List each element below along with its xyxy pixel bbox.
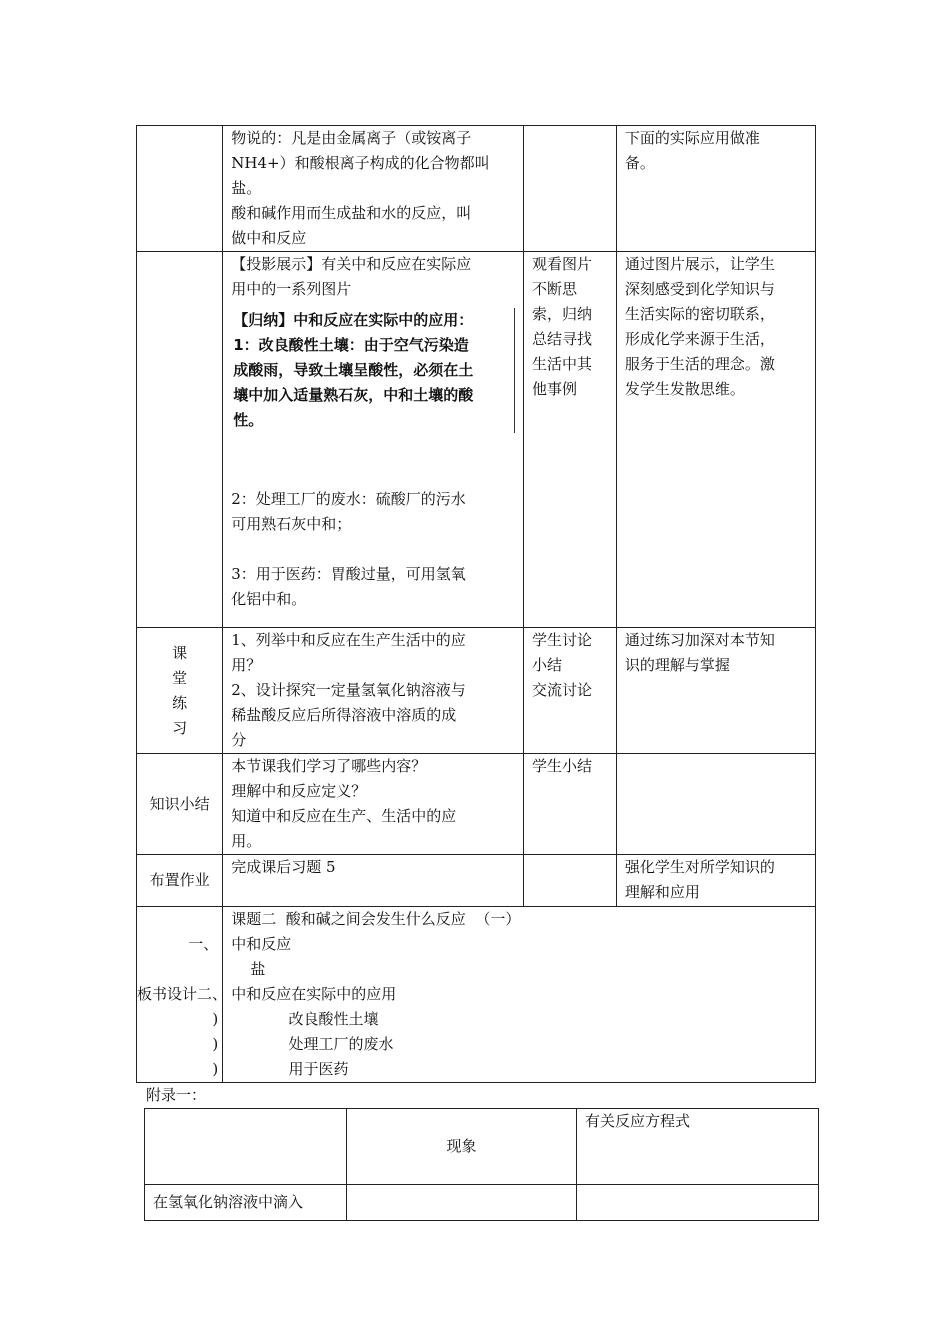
table-header-cell <box>145 1109 347 1185</box>
student-activity-cell <box>524 855 617 907</box>
table-row <box>137 252 816 628</box>
table-row <box>137 855 816 907</box>
table-row <box>145 1109 819 1185</box>
content-cell: 1、列举中和反应在生产生活中的应 用？ 2、设计探究一定量氢氧化钠溶液与 稀盐酸反应后所得溶液中溶质的成 分 <box>223 628 524 754</box>
design-intent-cell: 下面的实际应用做准 备。 <box>616 126 815 252</box>
content-cell: 完成课后习题 5 <box>223 855 524 907</box>
table-row <box>137 126 816 252</box>
design-intent-cell <box>616 754 815 855</box>
summary-box: 【归纳】中和反应在实际中的应用： 1：改良酸性土壤：由于空气污染造 成酸雨，导致土壤呈酸性，必须在土 壤中加入适量熟石灰，中和土壤的酸 性。 <box>231 308 515 433</box>
content-cell: 本节课我们学习了哪些内容？ 理解中和反应定义？ 知道中和反应在生产、生活中的应 用。 <box>223 754 524 855</box>
table-cell <box>577 1185 819 1221</box>
content-cell: 【投影展示】有关中和反应在实际应 用中的一系列图片 【归纳】中和反应在实际中的应用： 1：改良酸性土壤：由于空气污染造 成酸雨，导致土壤呈酸性，必须在土 壤中加入适量熟石灰，中和土壤的酸 性。 2：处理工厂的废水：硫酸厂的污水 可用熟石灰中和； 3：用于医药：胃酸过量，可用氢氧 化铝中和。 <box>223 252 524 628</box>
section-cell <box>137 252 223 628</box>
table-header-cell: 有关反应方程式 <box>577 1109 819 1185</box>
design-intent-cell: 强化学生对所学知识的 理解和应用 <box>616 855 815 907</box>
appendix-title: 附录一： <box>146 1086 207 1104</box>
student-activity-cell: 学生小结 <box>524 754 617 855</box>
section-label-homework: 布置作业 <box>137 855 223 907</box>
section-cell <box>137 126 223 252</box>
board-design-label: 一、 板书设计二、 ) ) ) <box>137 907 223 1083</box>
design-intent-cell: 通过练习加深对本节知 识的理解与掌握 <box>616 628 815 754</box>
board-design-row <box>137 907 816 1083</box>
student-activity-cell: 学生讨论 小结 交流讨论 <box>524 628 617 754</box>
board-design-content: 课题二 酸和碱之间会发生什么反应 （一） 中和反应 盐 中和反应在实际中的应用 改良酸性土壤 处理工厂的废水 用于医药 <box>223 907 816 1083</box>
design-intent-cell: 通过图片展示，让学生 深刻感受到化学知识与 生活实际的密切联系， 形成化学来源于生活， 服务于生活的理念。激 发学生发散思维。 <box>616 252 815 628</box>
table-row <box>137 628 816 754</box>
lesson-plan-table <box>136 125 816 1083</box>
table-row <box>137 754 816 855</box>
table-header-cell: 现象 <box>347 1109 577 1185</box>
section-label-practice: 课 堂 练 习 <box>137 628 223 754</box>
content-cell: 物说的：凡是由金属离子（或铵离子 NH4+）和酸根离子构成的化合物都叫 盐。 酸和碱作用而生成盐和水的反应，叫 做中和反应 <box>223 126 524 252</box>
student-activity-cell <box>524 126 617 252</box>
appendix-table <box>144 1108 819 1221</box>
table-cell <box>347 1185 577 1221</box>
section-label-summary: 知识小结 <box>137 754 223 855</box>
student-activity-cell: 观看图片 不断思 索，归纳 总结寻找 生活中其 他事例 <box>524 252 617 628</box>
table-row <box>145 1185 819 1221</box>
table-cell: 在氢氧化钠溶液中滴入 <box>145 1185 347 1221</box>
